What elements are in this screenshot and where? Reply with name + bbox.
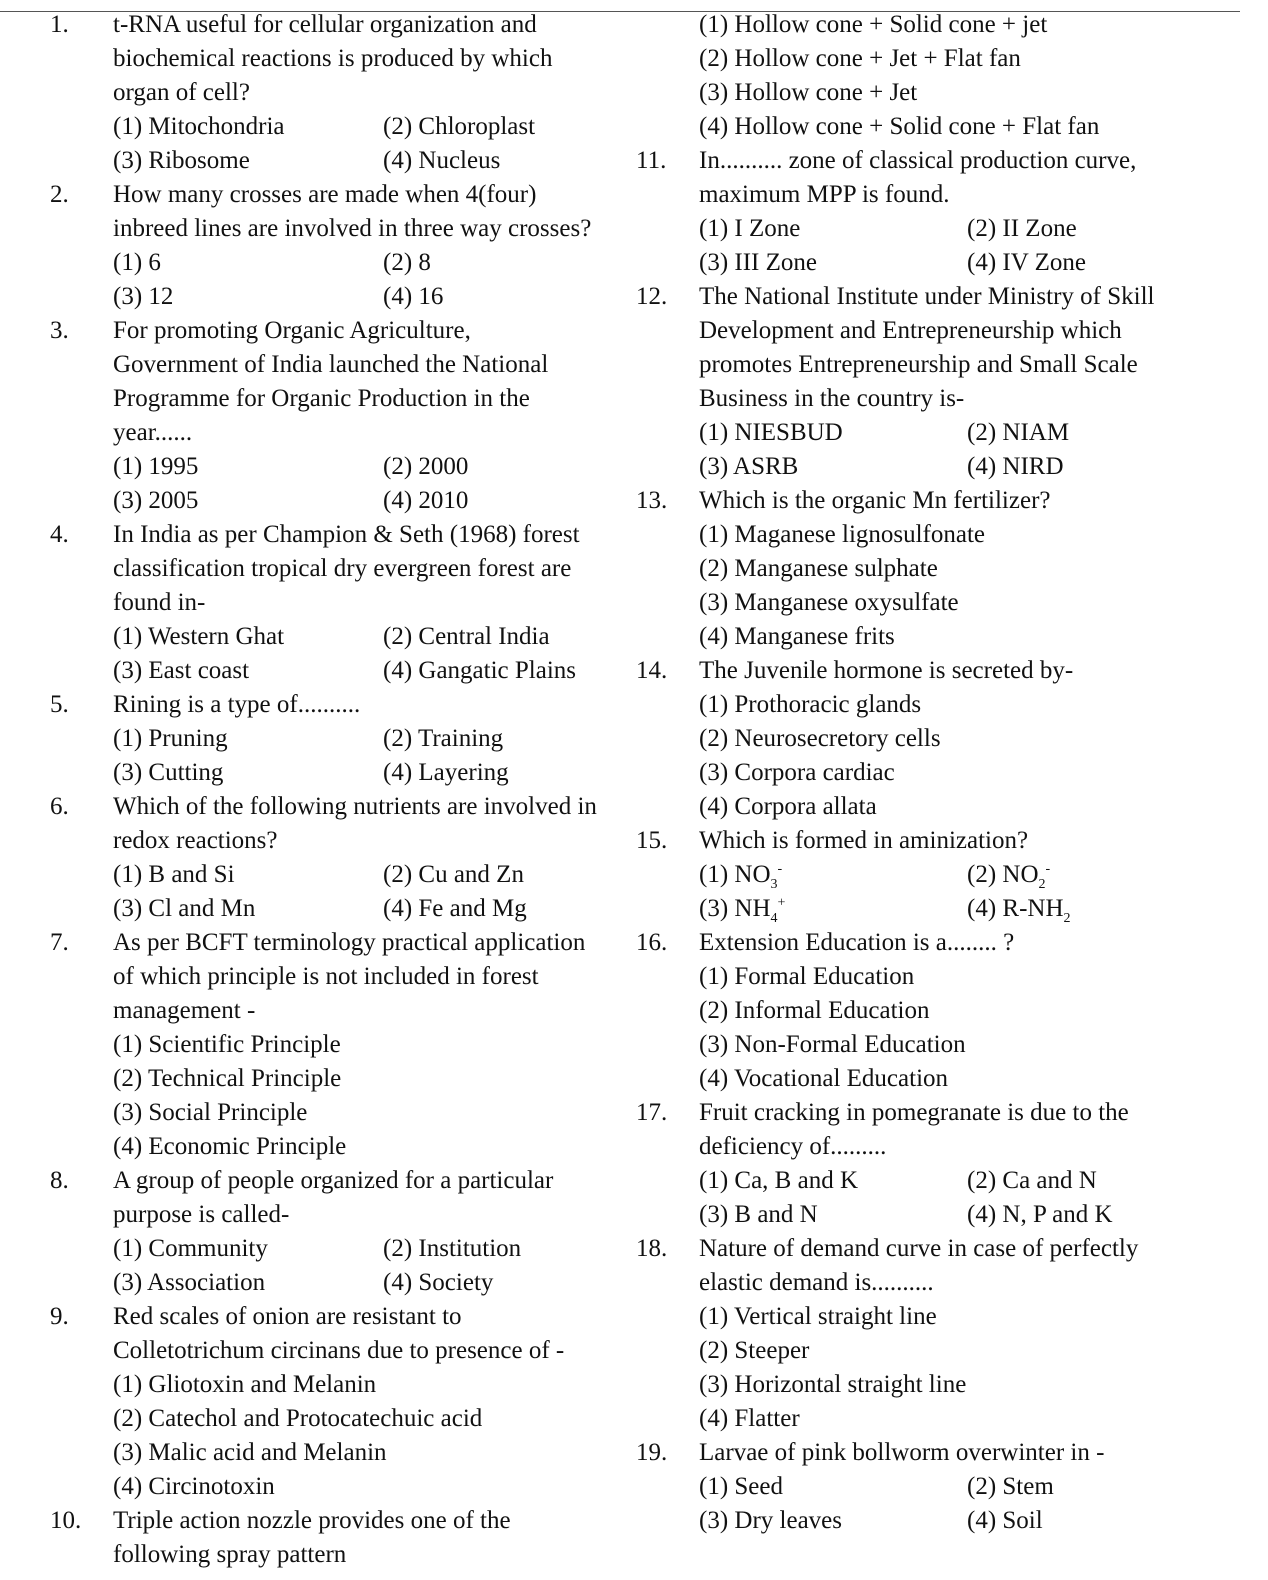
question-text: Government of India launched the National bbox=[113, 351, 549, 378]
question-text: In.......... zone of classical production curve, bbox=[699, 147, 1137, 174]
question-text: How many crosses are made when 4(four) bbox=[113, 181, 537, 208]
question-number: 11. bbox=[636, 147, 667, 174]
question-text: found in- bbox=[113, 589, 206, 616]
option: (4) IV Zone bbox=[967, 249, 1086, 276]
option: (1) Formal Education bbox=[699, 963, 915, 990]
question-number: 4. bbox=[50, 521, 69, 548]
question-text: maximum MPP is found. bbox=[699, 181, 950, 208]
options bbox=[113, 450, 630, 518]
question-14 bbox=[636, 654, 1246, 824]
question-text: The National Institute under Ministry of Skill bbox=[699, 283, 1155, 310]
option: (4) Corpora allata bbox=[699, 793, 877, 820]
question-number: 14. bbox=[636, 657, 668, 684]
option: (4) 2010 bbox=[383, 487, 469, 514]
option: (1) I Zone bbox=[699, 215, 801, 242]
option: (1) NIESBUD bbox=[699, 419, 843, 446]
option: (1) Scientific Principle bbox=[113, 1031, 341, 1058]
option: (3) III Zone bbox=[699, 249, 817, 276]
option: (3) ASRB bbox=[699, 453, 799, 480]
question-number: 3. bbox=[50, 317, 69, 344]
option-label: (4) R-NH bbox=[967, 895, 1064, 922]
option: (4) Hollow cone + Solid cone + Flat fan bbox=[699, 113, 1100, 140]
option: (3) 12 bbox=[113, 283, 174, 310]
question-number: 1. bbox=[50, 11, 69, 38]
question-12 bbox=[636, 280, 1246, 484]
question-text: year...... bbox=[113, 419, 193, 446]
question-text: biochemical reactions is produced by which bbox=[113, 45, 553, 72]
question-1 bbox=[50, 8, 630, 178]
question-text: Programme for Organic Production in the bbox=[113, 385, 530, 412]
option: (2) Neurosecretory cells bbox=[699, 725, 941, 752]
option: (1) Pruning bbox=[113, 725, 228, 752]
question-number: 10. bbox=[50, 1507, 82, 1534]
question-number: 5. bbox=[50, 691, 69, 718]
question-6 bbox=[50, 790, 630, 926]
question-text: following spray pattern bbox=[113, 1541, 347, 1568]
question-19 bbox=[636, 1436, 1246, 1538]
option: (2) Steeper bbox=[699, 1337, 810, 1364]
option: (4) Fe and Mg bbox=[383, 895, 527, 922]
question-text: For promoting Organic Agriculture, bbox=[113, 317, 471, 344]
option: (2) Training bbox=[383, 725, 504, 752]
question-number: 6. bbox=[50, 793, 69, 820]
options bbox=[699, 858, 1246, 926]
question-text: Extension Education is a........ ? bbox=[699, 929, 1015, 956]
option: (1) Western Ghat bbox=[113, 623, 285, 650]
question-text: Which is the organic Mn fertilizer? bbox=[699, 487, 1051, 514]
option: (2) Catechol and Protocatechuic acid bbox=[113, 1405, 483, 1432]
option: (2) Institution bbox=[383, 1235, 522, 1262]
subscript: 2 bbox=[1063, 911, 1071, 926]
question-number: 8. bbox=[50, 1167, 69, 1194]
question-18 bbox=[636, 1232, 1246, 1436]
option: (4) Vocational Education bbox=[699, 1065, 949, 1092]
options bbox=[699, 1470, 1246, 1538]
option: (4) Flatter bbox=[699, 1405, 800, 1432]
option bbox=[967, 858, 1246, 892]
question-11 bbox=[636, 144, 1246, 280]
right-column bbox=[636, 8, 1246, 1538]
option: (1) Ca, B and K bbox=[699, 1167, 858, 1194]
options bbox=[699, 416, 1246, 484]
question-10-options bbox=[636, 8, 1246, 144]
option: (4) Nucleus bbox=[383, 147, 501, 174]
question-text: Colletotrichum circinans due to presence of - bbox=[113, 1337, 565, 1364]
question-3 bbox=[50, 314, 630, 518]
option: (3) Non-Formal Education bbox=[699, 1031, 966, 1058]
question-8 bbox=[50, 1164, 630, 1300]
question-text: Triple action nozzle provides one of the bbox=[113, 1507, 511, 1534]
option-label: (1) NO bbox=[699, 861, 771, 888]
option: (3) Cl and Mn bbox=[113, 895, 256, 922]
option: (2) Technical Principle bbox=[113, 1065, 342, 1092]
option-label: (2) NO bbox=[967, 861, 1039, 888]
question-text: A group of people organized for a particular bbox=[113, 1167, 554, 1194]
question-13 bbox=[636, 484, 1246, 654]
option: (3) Horizontal straight line bbox=[699, 1371, 967, 1398]
question-7 bbox=[50, 926, 630, 1164]
option: (1) Maganese lignosulfonate bbox=[699, 521, 986, 548]
option: (4) N, P and K bbox=[967, 1201, 1113, 1228]
option: (3) Malic acid and Melanin bbox=[113, 1439, 387, 1466]
options bbox=[113, 1232, 630, 1300]
question-text: classification tropical dry evergreen forest are bbox=[113, 555, 572, 582]
options bbox=[113, 110, 630, 178]
question-text: elastic demand is.......... bbox=[699, 1269, 934, 1296]
options bbox=[699, 212, 1246, 280]
question-text: redox reactions? bbox=[113, 827, 278, 854]
question-text: Nature of demand curve in case of perfectly bbox=[699, 1235, 1139, 1262]
option: (2) Informal Education bbox=[699, 997, 930, 1024]
question-text: As per BCFT terminology practical application bbox=[113, 929, 586, 956]
option: (1) 6 bbox=[113, 249, 161, 276]
option: (2) Manganese sulphate bbox=[699, 555, 938, 582]
question-10 bbox=[50, 1504, 630, 1572]
option: (3) Cutting bbox=[113, 759, 224, 786]
question-text: purpose is called- bbox=[113, 1201, 290, 1228]
option: (1) Hollow cone + Solid cone + jet bbox=[699, 11, 1048, 38]
question-number: 12. bbox=[636, 283, 668, 310]
option: (1) Vertical straight line bbox=[699, 1303, 937, 1330]
question-number: 7. bbox=[50, 929, 69, 956]
option: (3) Dry leaves bbox=[699, 1507, 842, 1534]
option: (3) East coast bbox=[113, 657, 250, 684]
question-text: t-RNA useful for cellular organization and bbox=[113, 11, 537, 38]
option: (1) B and Si bbox=[113, 861, 235, 888]
question-number: 18. bbox=[636, 1235, 668, 1262]
question-text: promotes Entrepreneurship and Small Scale bbox=[699, 351, 1138, 378]
options bbox=[699, 1164, 1246, 1232]
subscript: 3 bbox=[770, 877, 778, 892]
left-column bbox=[50, 8, 630, 1572]
option: (4) Soil bbox=[967, 1507, 1043, 1534]
subscript: 2 bbox=[1038, 877, 1046, 892]
option: (2) Ca and N bbox=[967, 1167, 1097, 1194]
question-text: Development and Entrepreneurship which bbox=[699, 317, 1122, 344]
question-text: inbreed lines are involved in three way crosses? bbox=[113, 215, 592, 242]
option: (4) NIRD bbox=[967, 453, 1064, 480]
options bbox=[113, 246, 630, 314]
option: (1) Community bbox=[113, 1235, 268, 1262]
question-4 bbox=[50, 518, 630, 688]
option: (2) NIAM bbox=[967, 419, 1070, 446]
question-number: 17. bbox=[636, 1099, 668, 1126]
question-text: Fruit cracking in pomegranate is due to the bbox=[699, 1099, 1129, 1126]
options bbox=[113, 858, 630, 926]
option: (4) Gangatic Plains bbox=[383, 657, 577, 684]
option: (3) Social Principle bbox=[113, 1099, 308, 1126]
superscript: + bbox=[777, 895, 786, 911]
options bbox=[113, 722, 630, 790]
option: (1) 1995 bbox=[113, 453, 199, 480]
option: (4) Society bbox=[383, 1269, 494, 1296]
option: (1) Mitochondria bbox=[113, 113, 285, 140]
question-2 bbox=[50, 178, 630, 314]
question-text: Which is formed in aminization? bbox=[699, 827, 1029, 854]
subscript: 4 bbox=[770, 911, 778, 926]
question-15 bbox=[636, 824, 1246, 926]
superscript: - bbox=[1045, 861, 1051, 877]
option: (3) Hollow cone + Jet bbox=[699, 79, 918, 106]
option: (2) II Zone bbox=[967, 215, 1077, 242]
option: (2) Hollow cone + Jet + Flat fan bbox=[699, 45, 1021, 72]
option: (4) 16 bbox=[383, 283, 444, 310]
option: (2) Stem bbox=[967, 1473, 1054, 1500]
option: (1) Seed bbox=[699, 1473, 783, 1500]
option: (1) Gliotoxin and Melanin bbox=[113, 1371, 377, 1398]
question-9 bbox=[50, 1300, 630, 1504]
option: (3) B and N bbox=[699, 1201, 818, 1228]
question-text: Which of the following nutrients are involved in bbox=[113, 793, 597, 820]
superscript: - bbox=[777, 861, 783, 877]
option: (4) Circinotoxin bbox=[113, 1473, 275, 1500]
question-text: Red scales of onion are resistant to bbox=[113, 1303, 462, 1330]
question-number: 2. bbox=[50, 181, 69, 208]
question-number: 9. bbox=[50, 1303, 69, 1330]
option: (3) Corpora cardiac bbox=[699, 759, 895, 786]
option: (2) Cu and Zn bbox=[383, 861, 524, 888]
option: (3) Ribosome bbox=[113, 147, 250, 174]
option: (4) Economic Principle bbox=[113, 1133, 347, 1160]
option: (2) 8 bbox=[383, 249, 431, 276]
option: (4) Layering bbox=[383, 759, 509, 786]
option: (3) Association bbox=[113, 1269, 266, 1296]
options bbox=[113, 620, 630, 688]
question-text: In India as per Champion & Seth (1968) forest bbox=[113, 521, 580, 548]
question-number: 15. bbox=[636, 827, 668, 854]
question-number: 13. bbox=[636, 487, 668, 514]
question-text: Business in the country is- bbox=[699, 385, 965, 412]
option: (2) 2000 bbox=[383, 453, 469, 480]
option: (2) Chloroplast bbox=[383, 113, 536, 140]
question-16 bbox=[636, 926, 1246, 1096]
option: (3) 2005 bbox=[113, 487, 199, 514]
question-text: Larvae of pink bollworm overwinter in - bbox=[699, 1439, 1105, 1466]
question-17 bbox=[636, 1096, 1246, 1232]
option: (1) Prothoracic glands bbox=[699, 691, 922, 718]
option bbox=[967, 892, 1246, 926]
question-number: 16. bbox=[636, 929, 668, 956]
question-text: organ of cell? bbox=[113, 79, 250, 106]
option-label: (3) NH bbox=[699, 895, 771, 922]
question-text: Rining is a type of.......... bbox=[113, 691, 361, 718]
option: (4) Manganese frits bbox=[699, 623, 895, 650]
option: (2) Central India bbox=[383, 623, 550, 650]
question-text: of which principle is not included in forest bbox=[113, 963, 539, 990]
question-text: The Juvenile hormone is secreted by- bbox=[699, 657, 1074, 684]
question-5 bbox=[50, 688, 630, 790]
option bbox=[699, 858, 967, 892]
question-text: deficiency of......... bbox=[699, 1133, 887, 1160]
question-number: 19. bbox=[636, 1439, 668, 1466]
option: (3) Manganese oxysulfate bbox=[699, 589, 959, 616]
option bbox=[699, 892, 967, 926]
question-text: management - bbox=[113, 997, 256, 1024]
